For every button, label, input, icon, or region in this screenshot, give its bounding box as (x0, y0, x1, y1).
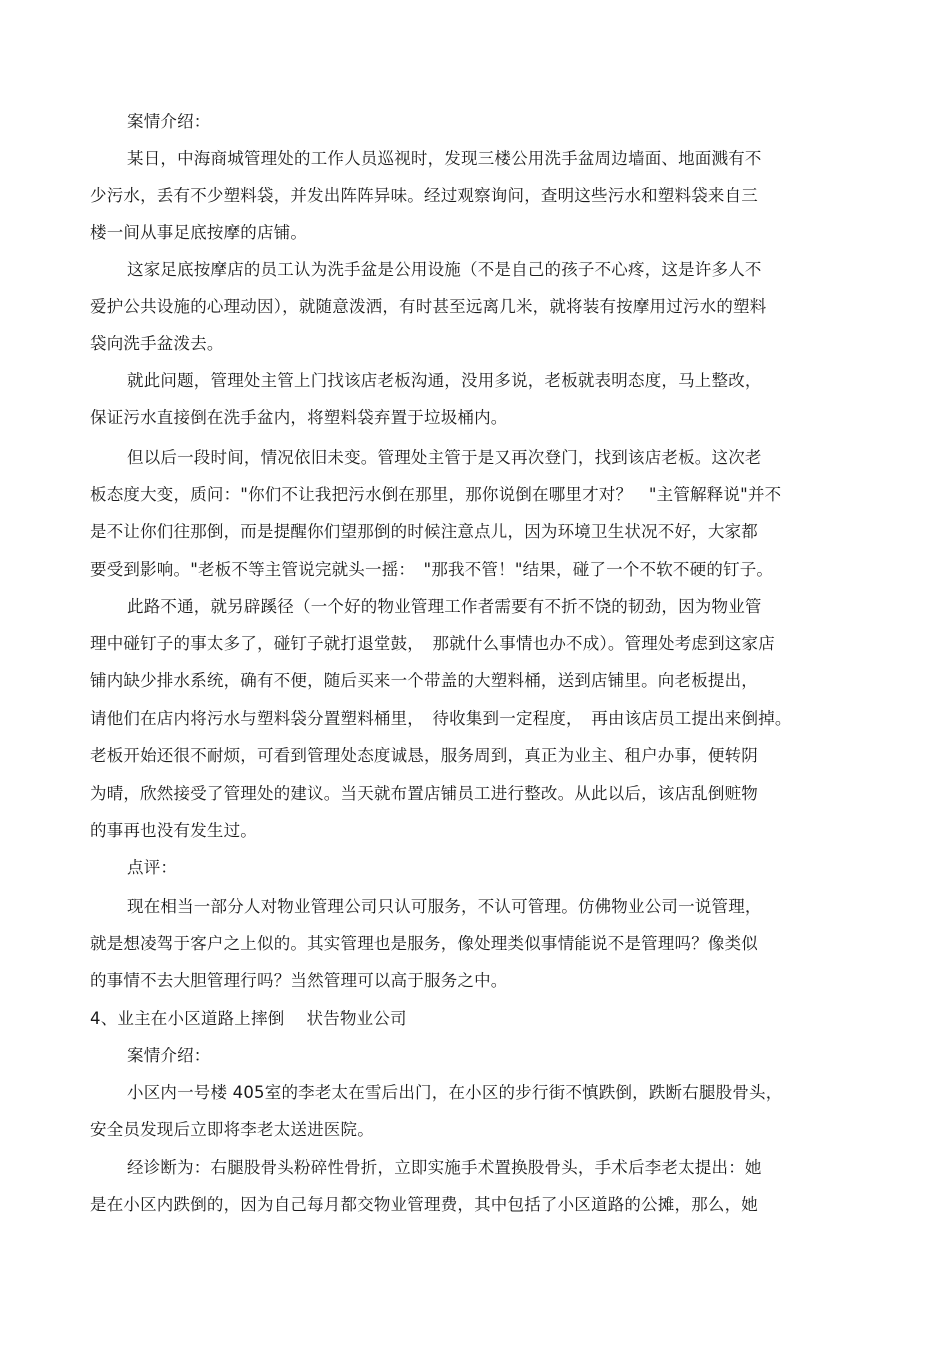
paragraph-line: 理中碰钉子的事太多了，碰钉子就打退堂鼓， 那就什么事情也办不成）。管理处考虑到这家店 (90, 634, 775, 653)
paragraph-line: 的事情不去大胆管理行吗？当然管理可以高于服务之中。 (90, 971, 508, 990)
paragraph-line: 此路不通，就另辟蹊径（一个好的物业管理工作者需要有不折不饶的韧劲，因为物业管 (127, 597, 762, 616)
paragraph-line: 就此问题，管理处主管上门找该店老板沟通，没用多说，老板就表明态度，马上整改， (127, 371, 762, 390)
paragraph-line: 爱护公共设施的心理动因），就随意泼洒，有时甚至远离几米，就将装有按摩用过污水的塑料 (90, 297, 767, 316)
paragraph-line: 现在相当一部分人对物业管理公司只认可服务，不认可管理。仿佛物业公司一说管理， (127, 897, 762, 916)
section-title-case-4: 4、业主在小区道路上摔倒 状告物业公司 (90, 1009, 407, 1028)
section-heading-case-intro-1: 案情介绍： (127, 112, 211, 131)
paragraph-line: 是在小区内跌倒的，因为自己每月都交物业管理费，其中包括了小区道路的公摊，那么，她 (90, 1195, 758, 1214)
paragraph-line: 但以后一段时间，情况依旧未变。管理处主管于是又再次登门，找到该店老板。这次老 (127, 448, 762, 467)
paragraph-line: 请他们在店内将污水与塑料袋分置塑料桶里， 待收集到一定程度， 再由该店员工提出来倒掉。 (90, 709, 792, 728)
paragraph-line: 少污水，丢有不少塑料袋，并发出阵阵异味。经过观察询问，查明这些污水和塑料袋来自三 (90, 186, 758, 205)
paragraph-line: 是不让你们往那倒，而是提醒你们望那倒的时候注意点儿，因为环境卫生状况不好，大家都 (90, 522, 758, 541)
paragraph-line: 要受到影响。"老板不等主管说完就头一摇： "那我不管！"结果，碰了一个不软不硬的钉子。 (90, 560, 774, 579)
paragraph-line: 袋向洗手盆泼去。 (90, 334, 224, 353)
paragraph-line: 楼一间从事足底按摩的店铺。 (90, 223, 308, 242)
section-heading-case-intro-2: 案情介绍： (127, 1046, 211, 1065)
paragraph-line: 安全员发现后立即将李老太送进医院。 (90, 1120, 374, 1139)
paragraph-line: 这家足底按摩店的员工认为洗手盆是公用设施（不是自己的孩子不心疼，这是许多人不 (127, 260, 762, 279)
paragraph-line: 小区内一号楼 405室的李老太在雪后出门，在小区的步行街不慎跌倒，跌断右腿股骨头， (127, 1083, 783, 1102)
paragraph-line: 老板开始还很不耐烦，可看到管理处态度诚恳，服务周到，真正为业主、租户办事，便转阴 (90, 746, 758, 765)
paragraph-line: 的事再也没有发生过。 (90, 821, 257, 840)
paragraph-line: 保证污水直接倒在洗手盆内，将塑料袋弃置于垃圾桶内。 (90, 408, 508, 427)
paragraph-line: 就是想凌驾于客户之上似的。其实管理也是服务，像处理类似事情能说不是管理吗？像类似 (90, 934, 758, 953)
paragraph-line: 铺内缺少排水系统，确有不便，随后买来一个带盖的大塑料桶，送到店铺里。向老板提出， (90, 671, 758, 690)
section-heading-comment: 点评： (127, 858, 178, 877)
paragraph-line: 经诊断为：右腿股骨头粉碎性骨折，立即实施手术置换股骨头，手术后李老太提出：她 (127, 1158, 762, 1177)
paragraph-line: 为晴，欣然接受了管理处的建议。当天就布置店铺员工进行整改。从此以后，该店乱倒赃物 (90, 784, 758, 803)
paragraph-line: 板态度大变，质问："你们不让我把污水倒在那里，那你说倒在哪里才对？ "主管解释说"并不 (90, 485, 782, 504)
paragraph-line: 某日，中海商城管理处的工作人员巡视时，发现三楼公用洗手盆周边墙面、地面溅有不 (127, 149, 762, 168)
